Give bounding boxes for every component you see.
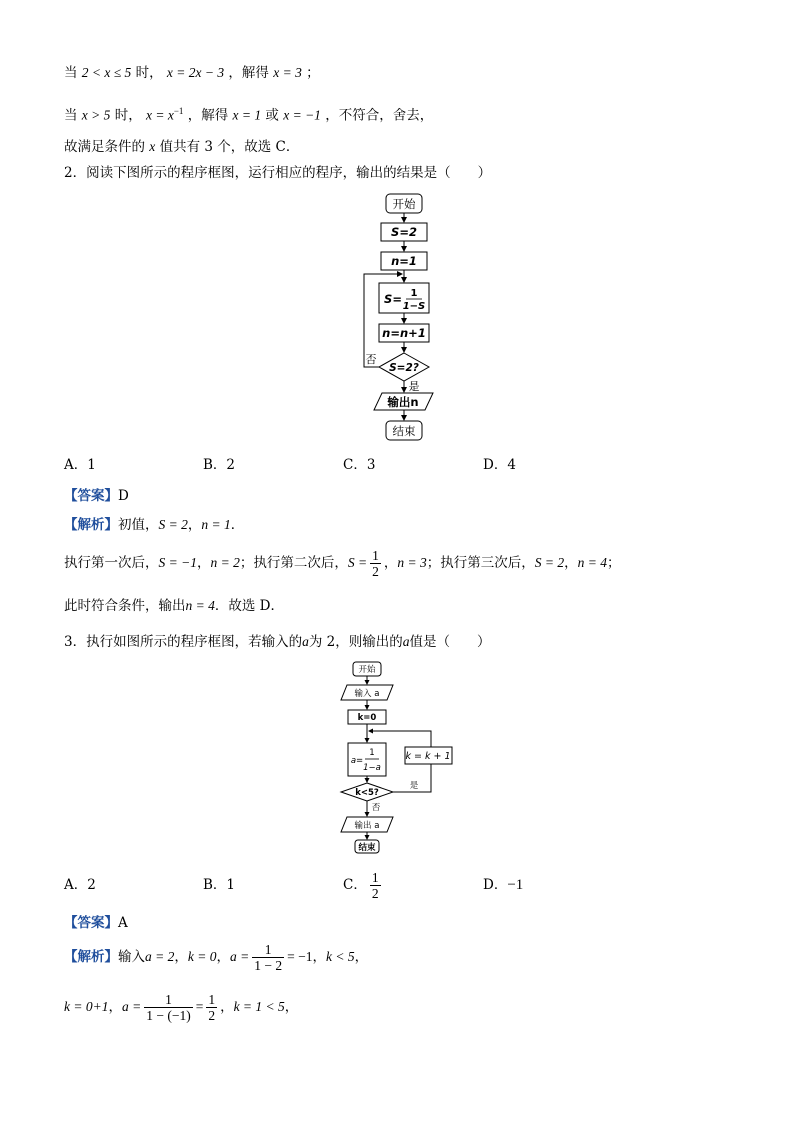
flow-assign-den: 1−S (402, 301, 426, 312)
math-equation: x = 2x − 3 (166, 65, 225, 80)
fraction-denominator: 1 − 2 (254, 958, 283, 973)
flow-n-init-label: n=1 (391, 254, 417, 268)
text: 或 (265, 107, 279, 124)
flow-assign-lhs: S= (384, 292, 402, 306)
fraction-numerator: 1 (252, 942, 284, 958)
text: 此时符合条件，输出 (64, 598, 186, 614)
text: ．故选 D． (214, 598, 284, 614)
q2-option-b: B．2 (203, 457, 236, 473)
math: n = 4 (577, 555, 607, 570)
text: ； (306, 65, 320, 81)
q3-option-d (483, 875, 523, 895)
text: ；执行第三次后， (426, 555, 535, 571)
flow3-k-inc-label: k = k + 1 (405, 751, 451, 762)
q2-analysis-2 (64, 548, 620, 579)
q1-line-2 (64, 101, 433, 126)
q2-flowchart (355, 190, 455, 445)
text: ，解得 (228, 65, 269, 81)
fraction-denominator: 2 (371, 886, 379, 901)
q3-analysis-1 (64, 940, 368, 974)
analysis-tag: 【解析】 (64, 949, 118, 965)
text: 输入 (118, 949, 145, 965)
q3-analysis-2 (64, 990, 298, 1024)
q3-option-b: B．1 (203, 877, 236, 893)
math: k = 0+1 (64, 999, 109, 1014)
text: 值共有 3 个，故选 C． (159, 139, 300, 155)
q2-option-c: C．3 (343, 457, 376, 473)
math: n = 3 (397, 555, 427, 570)
answer-value: A (118, 915, 128, 931)
math-equation: x = x (146, 107, 174, 123)
math-var: a (402, 634, 410, 649)
text: ． (230, 517, 245, 533)
fraction-denominator: 2 (372, 564, 379, 579)
fraction (206, 992, 217, 1023)
math: n = 4 (185, 598, 215, 613)
q3-option-c (343, 862, 384, 908)
q2-analysis-3 (64, 596, 284, 616)
text: ，解得 (187, 107, 229, 124)
flow3-assign-num: 1 (369, 748, 375, 758)
flow3-assign-den: 1−a (363, 763, 381, 773)
math: S = (347, 555, 368, 570)
flow3-assign-lhs: a= (350, 756, 364, 766)
fraction (144, 992, 192, 1023)
flow-start-label: 开始 (392, 197, 416, 211)
option-label: C． (343, 877, 367, 893)
math-var: x (149, 139, 156, 154)
flow-no-label: 否 (365, 353, 377, 366)
math: S = 2 (158, 517, 188, 532)
flow3-end-label: 结束 (358, 843, 376, 853)
text: 当 (64, 65, 78, 81)
fraction-numerator: 1 (372, 548, 379, 563)
flow-end-label: 结束 (392, 424, 416, 438)
text: 当 (64, 107, 78, 124)
answer-tag: 【答案】 (64, 915, 118, 931)
q3-option-a: A．2 (64, 877, 96, 893)
q2-analysis-1 (64, 515, 244, 535)
math: S = −1 (158, 555, 197, 570)
flow-n-inc-label: n=n+1 (382, 326, 426, 340)
flow-s-init-label: S=2 (391, 225, 417, 239)
math-condition: 2 < x ≤ 5 (81, 65, 132, 80)
flow-assign-num: 1 (410, 288, 418, 299)
flow3-k-init-label: k=0 (357, 713, 377, 723)
q3-answer (64, 913, 128, 933)
q2-option-a: A．1 (64, 457, 96, 473)
flow-cond-label: S=2? (389, 362, 419, 374)
text: ， (383, 555, 398, 571)
fraction-numerator: 1 (144, 992, 192, 1008)
fraction (370, 870, 381, 901)
math-result: x = 1 (232, 107, 262, 123)
q2-option-d: D．4 (483, 457, 516, 473)
math: = −1 (287, 949, 313, 964)
fraction-numerator: 1 (371, 870, 379, 885)
fraction-denominator: 1 − (−1) (146, 1008, 191, 1023)
math: = (195, 999, 204, 1014)
flow3-output-label: 输出 a (354, 821, 380, 831)
text: ， (108, 999, 122, 1015)
flow3-cond-label: k<5? (355, 788, 379, 798)
fraction-denominator: 2 (208, 1008, 216, 1023)
math: a = (229, 949, 250, 964)
flow3-yes-label: 是 (409, 781, 419, 791)
option-label: D． (483, 877, 508, 893)
flow3-input-label: 输入 a (354, 689, 380, 699)
text: 时， (114, 107, 142, 124)
math: S = 2 (534, 555, 565, 570)
fraction (370, 548, 381, 579)
fraction-numerator: 1 (208, 992, 216, 1007)
math: n = 2 (210, 555, 240, 570)
flow-yes-label: 是 (408, 380, 420, 393)
text: ， (564, 555, 578, 571)
q2-answer (64, 486, 129, 506)
text: ， (196, 555, 211, 571)
flow3-start-label: 开始 (358, 665, 376, 675)
text: 时， (135, 65, 163, 81)
math-result: x = −1 (283, 107, 321, 123)
text: 为 2，则输出的 (308, 634, 403, 650)
text: 故满足条件的 (64, 139, 145, 155)
math: a = 2 (145, 949, 175, 964)
q1-line-1 (64, 63, 320, 83)
math: k = 0 (187, 949, 217, 964)
math: k = 1 < 5 (233, 999, 285, 1014)
option-value: −1 (507, 877, 524, 893)
text: ， (216, 949, 230, 965)
text: ， (174, 949, 188, 965)
flow3-no-label: 否 (371, 803, 381, 813)
text: ， (354, 949, 369, 965)
math-var: a (302, 634, 309, 649)
text: ，不符合，舍去， (325, 107, 434, 124)
text: ， (312, 949, 326, 965)
text: 执行第一次后， (64, 555, 159, 571)
answer-tag: 【答案】 (64, 488, 118, 504)
answer-value: D (118, 488, 129, 504)
text: ， (284, 999, 299, 1015)
q2-stem: 2．阅读下图所示的程序框图，运行相应的程序，输出的结果是（ ） (64, 165, 492, 181)
math-exponent: −1 (173, 106, 184, 116)
math: k < 5 (325, 949, 355, 964)
text: 值是（ ） (409, 634, 491, 650)
math-condition: x > 5 (81, 107, 111, 123)
text: ； (606, 555, 621, 571)
text: 初值， (118, 517, 159, 533)
q3-stem (64, 632, 490, 652)
analysis-tag: 【解析】 (64, 517, 118, 533)
fraction (252, 942, 284, 973)
text: ；执行第二次后， (239, 555, 348, 571)
text: 3．执行如图所示的程序框图，若输入的 (64, 634, 303, 650)
math-result: x = 3 (273, 65, 302, 80)
flow-output-label: 输出n (387, 395, 419, 409)
q1-line-3 (64, 137, 299, 157)
text: ， (220, 999, 234, 1015)
text: ， (187, 517, 202, 533)
math: a = (121, 999, 142, 1014)
q3-flowchart (335, 658, 460, 858)
math: n = 1 (201, 517, 231, 532)
